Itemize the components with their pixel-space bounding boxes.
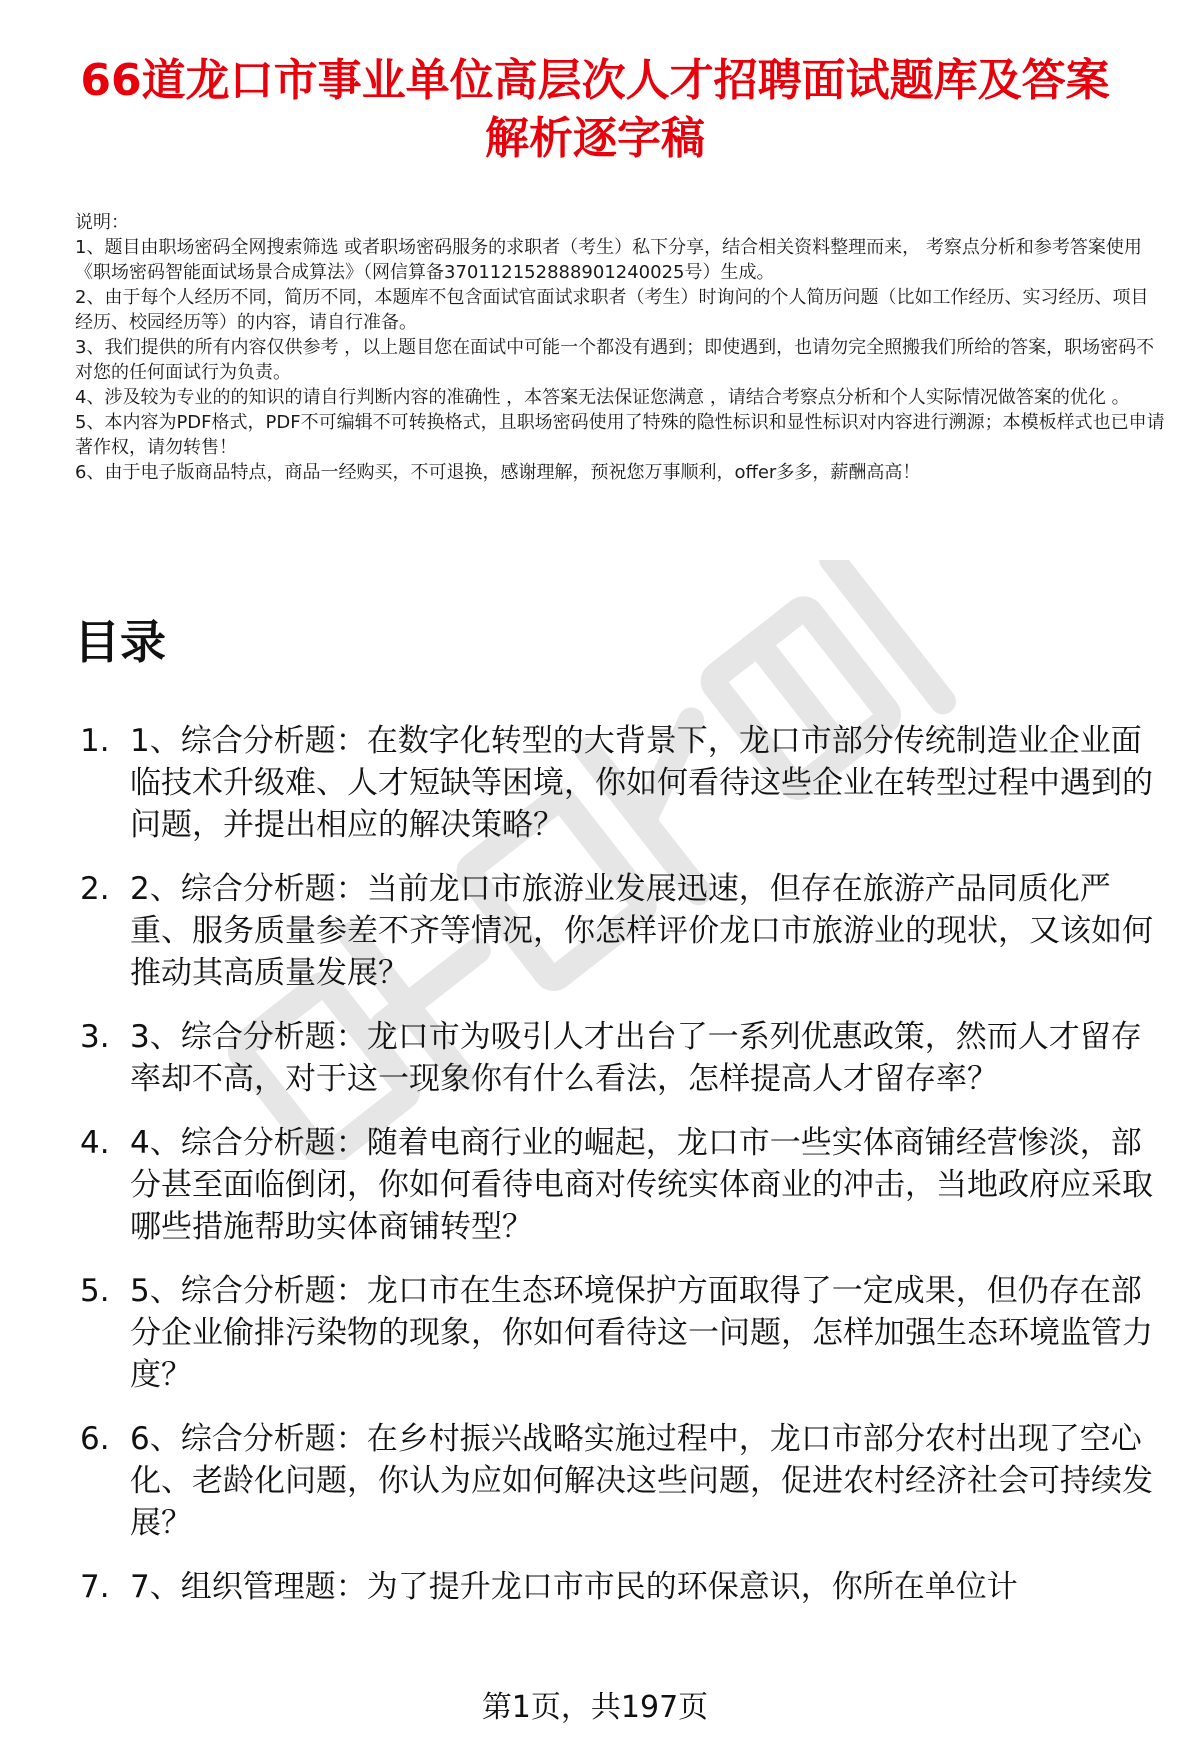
instruction-item: 6、由于电子版商品特点，商品一经购买，不可退换，感谢理解，预祝您万事顺利，offer多多，薪酬高高！ [75,462,921,483]
toc-list [70,720,1170,1630]
document-title: 66道龙口市事业单位高层次人才招聘面试题库及答案解析逐字稿 [80,55,1110,164]
toc-item[interactable] [70,1566,1170,1608]
toc-item-number: 4. [80,1125,110,1161]
instruction-item: 3、我们提供的所有内容仅供参考 ，以上题目您在面试中可能一个都没有遇到；即使遇到，也请勿完全照搬我们所给的答案，职场密码不对您的任何面试行为负责。 [75,337,1155,383]
instruction-item: 1、题目由职场密码全网搜索筛选 或者职场密码服务的求职者（考生）私下分享，结合相关资料整理而来， 考察点分析和参考答案使用《职场密码智能面试场景合成算法》（网信算备370112152888901240025号）生成。 [75,237,1142,283]
toc-item[interactable] [70,1122,1170,1248]
page-number-footer: 第1页，共197页 [481,1690,709,1725]
toc-item-number: 7. [80,1569,110,1605]
toc-item-number: 6. [80,1421,110,1457]
toc-item-number: 2. [80,871,110,907]
instruction-item: 2、由于每个人经历不同，简历不同，本题库不包含面试官面试求职者（考生）时询问的个人简历问题（比如工作经历、实习经历、项目经历、校园经历等）的内容，请自行准备。 [75,287,1149,333]
toc-item[interactable] [70,1418,1170,1544]
instruction-item: 4、涉及较为专业的的知识的请自行判断内容的准确性 ，本答案无法保证您满意 ，请结合考察点分析和个人实际情况做答案的优化 。 [75,387,1130,408]
toc-item-text[interactable]: 7、组织管理题：为了提升龙口市市民的环保意识，你所在单位计 [130,1569,1018,1605]
toc-item[interactable] [70,868,1170,994]
toc-item-number: 1. [80,723,110,759]
toc-item-text[interactable]: 3、综合分析题：龙口市为吸引人才出台了一系列优惠政策，然而人才留存率却不高，对于这一现象你有什么看法，怎样提高人才留存率？ [130,1019,1142,1097]
instructions-heading: 说明： [75,212,129,233]
toc-item[interactable] [70,1270,1170,1396]
toc-item-text[interactable]: 1、综合分析题：在数字化转型的大背景下，龙口市部分传统制造业企业面临技术升级难、人才短缺等困境，你如何看待这些企业在转型过程中遇到的问题，并提出相应的解决策略？ [130,723,1153,843]
toc-heading: 目录 [74,615,166,669]
toc-item-text[interactable]: 5、综合分析题：龙口市在生态环境保护方面取得了一定成果，但仍存在部分企业偷排污染物的现象，你如何看待这一问题，怎样加强生态环境监管力度？ [130,1273,1153,1393]
toc-item-text[interactable]: 4、综合分析题：随着电商行业的崛起，龙口市一些实体商铺经营惨淡，部分甚至面临倒闭，你如何看待电商对传统实体商业的冲击，当地政府应采取哪些措施帮助实体商铺转型？ [130,1125,1153,1245]
toc-item-text[interactable]: 2、综合分析题：当前龙口市旅游业发展迅速，但存在旅游产品同质化严重、服务质量参差不齐等情况，你怎样评价龙口市旅游业的现状，又该如何推动其高质量发展？ [130,871,1153,991]
toc-item-number: 3. [80,1019,110,1055]
toc-item[interactable] [70,1016,1170,1100]
toc-item-number: 5. [80,1273,110,1309]
toc-item[interactable] [70,720,1170,846]
instructions-section [75,210,1165,485]
toc-item-text[interactable]: 6、综合分析题：在乡村振兴战略实施过程中，龙口市部分农村出现了空心化、老龄化问题，你认为应如何解决这些问题，促进农村经济社会可持续发展？ [130,1421,1153,1541]
instruction-item: 5、本内容为PDF格式，PDF不可编辑不可转换格式，且职场密码使用了特殊的隐性标识和显性标识对内容进行溯源；本模板样式也已申请著作权，请勿转售！ [75,412,1165,458]
